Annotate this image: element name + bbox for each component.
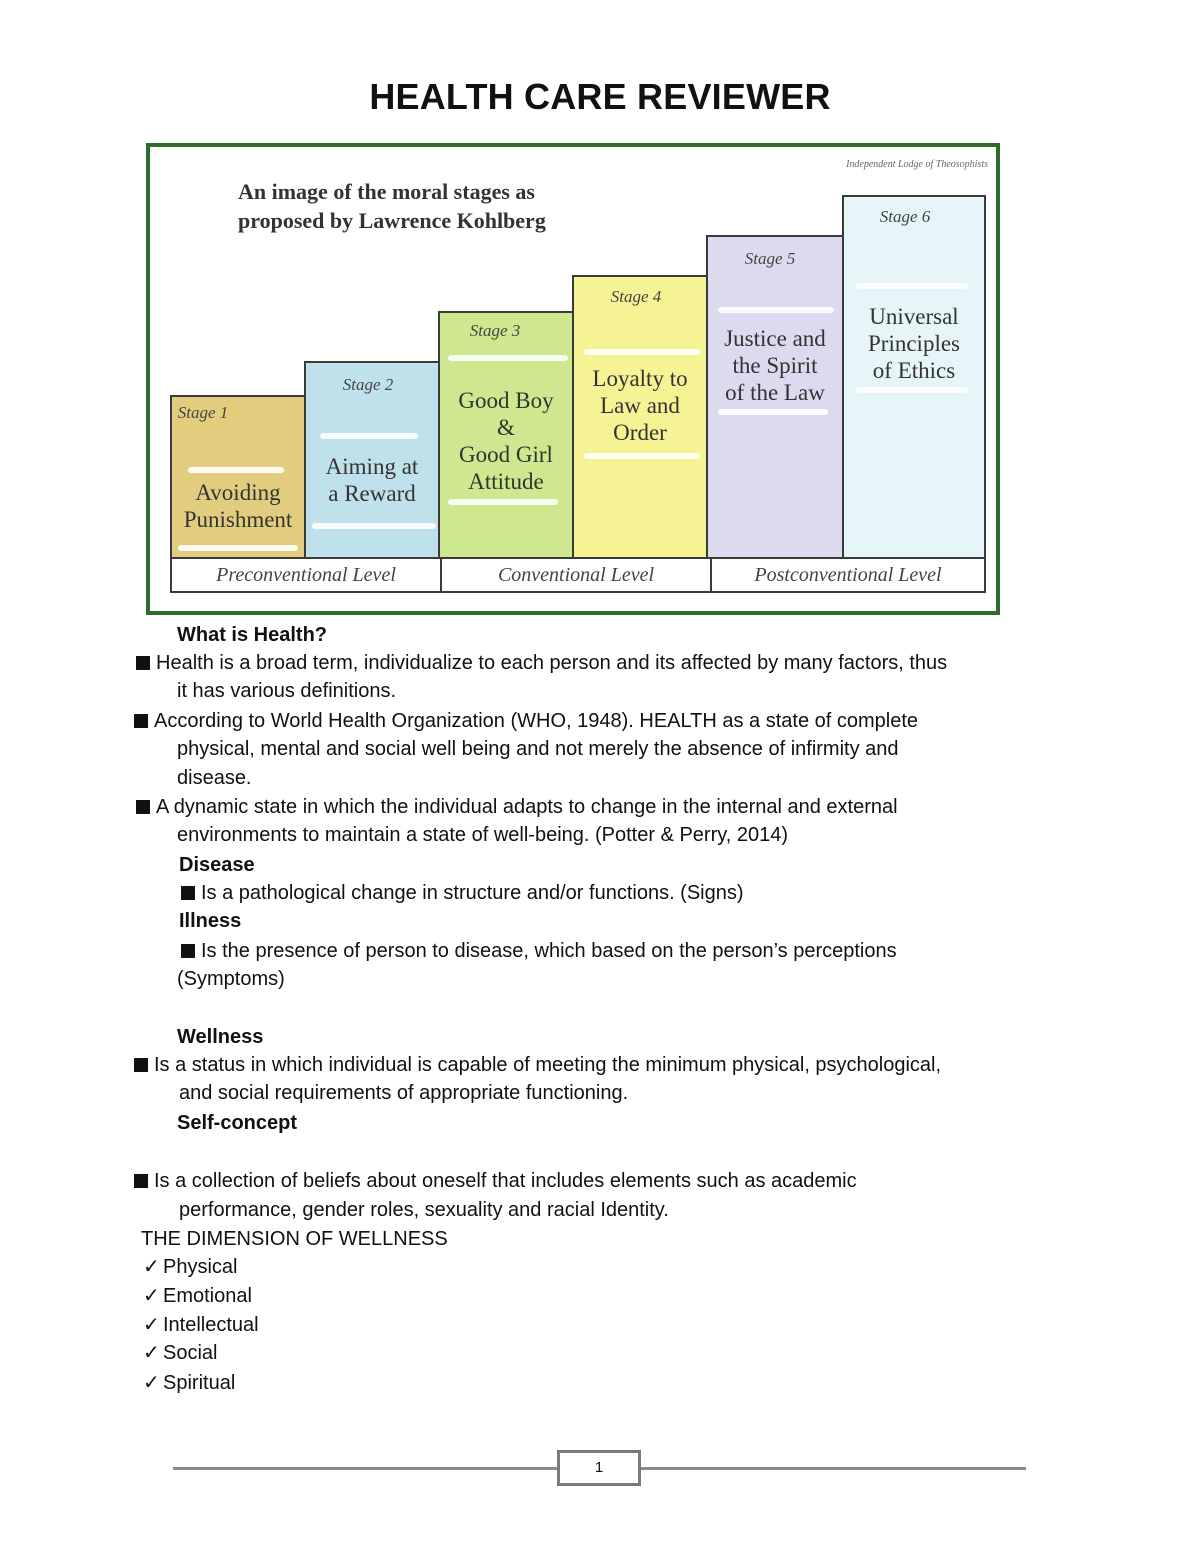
stage-6-line: Universal (869, 304, 959, 329)
dimension-label: Intellectual (163, 1314, 259, 1336)
dimension-label: Emotional (163, 1285, 252, 1307)
stage-1-text (172, 479, 304, 533)
health-heading: What is Health? (177, 624, 328, 646)
wellness-heading: Wellness (177, 1026, 264, 1048)
stage-3-line: Attitude (468, 469, 544, 494)
stage-4-line: Law and (600, 393, 680, 418)
dimension-heading: THE DIMENSION OF WELLNESS (141, 1228, 448, 1250)
text-line: A dynamic state in which the individual adapts to change in the internal and external (156, 796, 898, 818)
dimension-item (143, 1369, 235, 1397)
stage-4-label: Stage 4 (610, 287, 662, 306)
page-title: HEALTH CARE REVIEWER (369, 76, 831, 117)
stage-6-line: of Ethics (872, 358, 956, 383)
stage-4-step (572, 275, 708, 559)
wellness-definition-cont: and social requirements of appropriate functioning. (179, 1082, 629, 1104)
text-line: Is the presence of person to disease, which based on the person’s perceptions (201, 940, 897, 962)
stage-5-label: Stage 5 (744, 249, 796, 268)
stage-4-line: Loyalty to (592, 366, 688, 391)
stage-2-label: Stage 2 (342, 375, 394, 394)
stage-5-line: Justice and (724, 326, 826, 351)
stage-6-label: Stage 6 (879, 207, 931, 226)
stage-1-line: Avoiding (195, 480, 281, 505)
figure-source-credit: Independent Lodge of Theosophists (846, 159, 988, 170)
kohlberg-stages-figure (146, 143, 1000, 615)
stage-1-step (170, 395, 306, 559)
bullet-square-icon (134, 714, 148, 728)
stage-2-text (306, 453, 438, 507)
checkmark-icon: ✓ (143, 1372, 160, 1394)
stage-3-line: & (497, 415, 515, 440)
stage-3-line: Good Girl (459, 442, 553, 467)
stage-3-step (438, 311, 574, 559)
stage-2-step (304, 361, 440, 559)
illness-definition-cont: (Symptoms) (177, 968, 285, 990)
dimension-item (143, 1253, 237, 1281)
stage-5-step (706, 235, 844, 559)
level-preconventional: Preconventional Level (216, 564, 396, 586)
disease-definition (181, 879, 744, 907)
figure-title-line-2: proposed by Lawrence Kohlberg (238, 208, 546, 233)
level-postconventional: Postconventional Level (754, 564, 942, 586)
stage-3-line: Good Boy (458, 388, 554, 413)
stage-3-label: Stage 3 (469, 321, 521, 340)
stage-6-text (844, 303, 984, 384)
wellness-definition (134, 1051, 941, 1079)
text-line: Health is a broad term, individualize to each person and its affected by many factors, thus (156, 652, 948, 674)
stage-2-line: Aiming at (325, 454, 419, 479)
health-paragraph-2-cont: disease. (177, 767, 252, 789)
health-paragraph-3 (136, 793, 898, 821)
text-line: Is a collection of beliefs about oneself that includes elements such as academic (154, 1170, 857, 1192)
checkmark-icon: ✓ (143, 1342, 160, 1364)
selfconcept-definition (134, 1167, 857, 1195)
figure-title (238, 177, 546, 235)
health-paragraph-3-cont: environments to maintain a state of well-being. (Potter & Perry, 2014) (177, 824, 789, 846)
dimension-item (143, 1282, 252, 1310)
stage-4-text (574, 365, 706, 446)
text-line: Is a pathological change in structure and/or functions. (Signs) (201, 882, 744, 904)
checkmark-icon: ✓ (143, 1285, 160, 1307)
illness-definition (181, 937, 897, 965)
disease-heading: Disease (179, 854, 255, 876)
health-paragraph-2 (134, 707, 918, 735)
moral-levels-bar (170, 557, 986, 593)
text-line: According to World Health Organization (WHO, 1948). HEALTH as a state of complete (154, 710, 919, 732)
stage-6-step (842, 195, 986, 559)
dimension-item (143, 1339, 217, 1367)
stage-6-line: Principles (868, 331, 960, 356)
dimension-label: Physical (163, 1256, 238, 1278)
selfconcept-definition-cont: performance, gender roles, sexuality and racial Identity. (179, 1199, 669, 1221)
dimension-label: Spiritual (163, 1372, 236, 1394)
bullet-square-icon (134, 1174, 148, 1188)
stage-5-line: of the Law (725, 380, 825, 405)
stage-1-line: Punishment (183, 507, 293, 532)
stage-2-line: a Reward (328, 481, 416, 506)
text-line: Is a status in which individual is capable of meeting the minimum physical, psychological, (154, 1054, 942, 1076)
stage-3-text (440, 387, 572, 495)
dimension-item (143, 1311, 259, 1339)
bullet-square-icon (136, 800, 150, 814)
bullet-square-icon (181, 944, 195, 958)
health-paragraph-1 (136, 649, 947, 677)
checkmark-icon: ✓ (143, 1256, 160, 1278)
figure-title-line-1: An image of the moral stages as (238, 179, 535, 204)
checkmark-icon: ✓ (143, 1314, 160, 1336)
selfconcept-heading: Self-concept (177, 1112, 298, 1134)
health-paragraph-2-cont: physical, mental and social well being and not merely the absence of infirmity and (177, 738, 899, 760)
health-paragraph-1-cont: it has various definitions. (177, 680, 397, 702)
stage-4-line: Order (613, 420, 667, 445)
stage-5-text (708, 325, 842, 406)
bullet-square-icon (136, 656, 150, 670)
dimension-label: Social (163, 1342, 218, 1364)
level-conventional: Conventional Level (497, 564, 655, 586)
stage-1-label: Stage 1 (177, 403, 229, 422)
bullet-square-icon (181, 886, 195, 900)
bullet-square-icon (134, 1058, 148, 1072)
stage-5-line: the Spirit (732, 353, 818, 378)
page-number: 1 (557, 1450, 641, 1486)
illness-heading: Illness (179, 910, 242, 932)
